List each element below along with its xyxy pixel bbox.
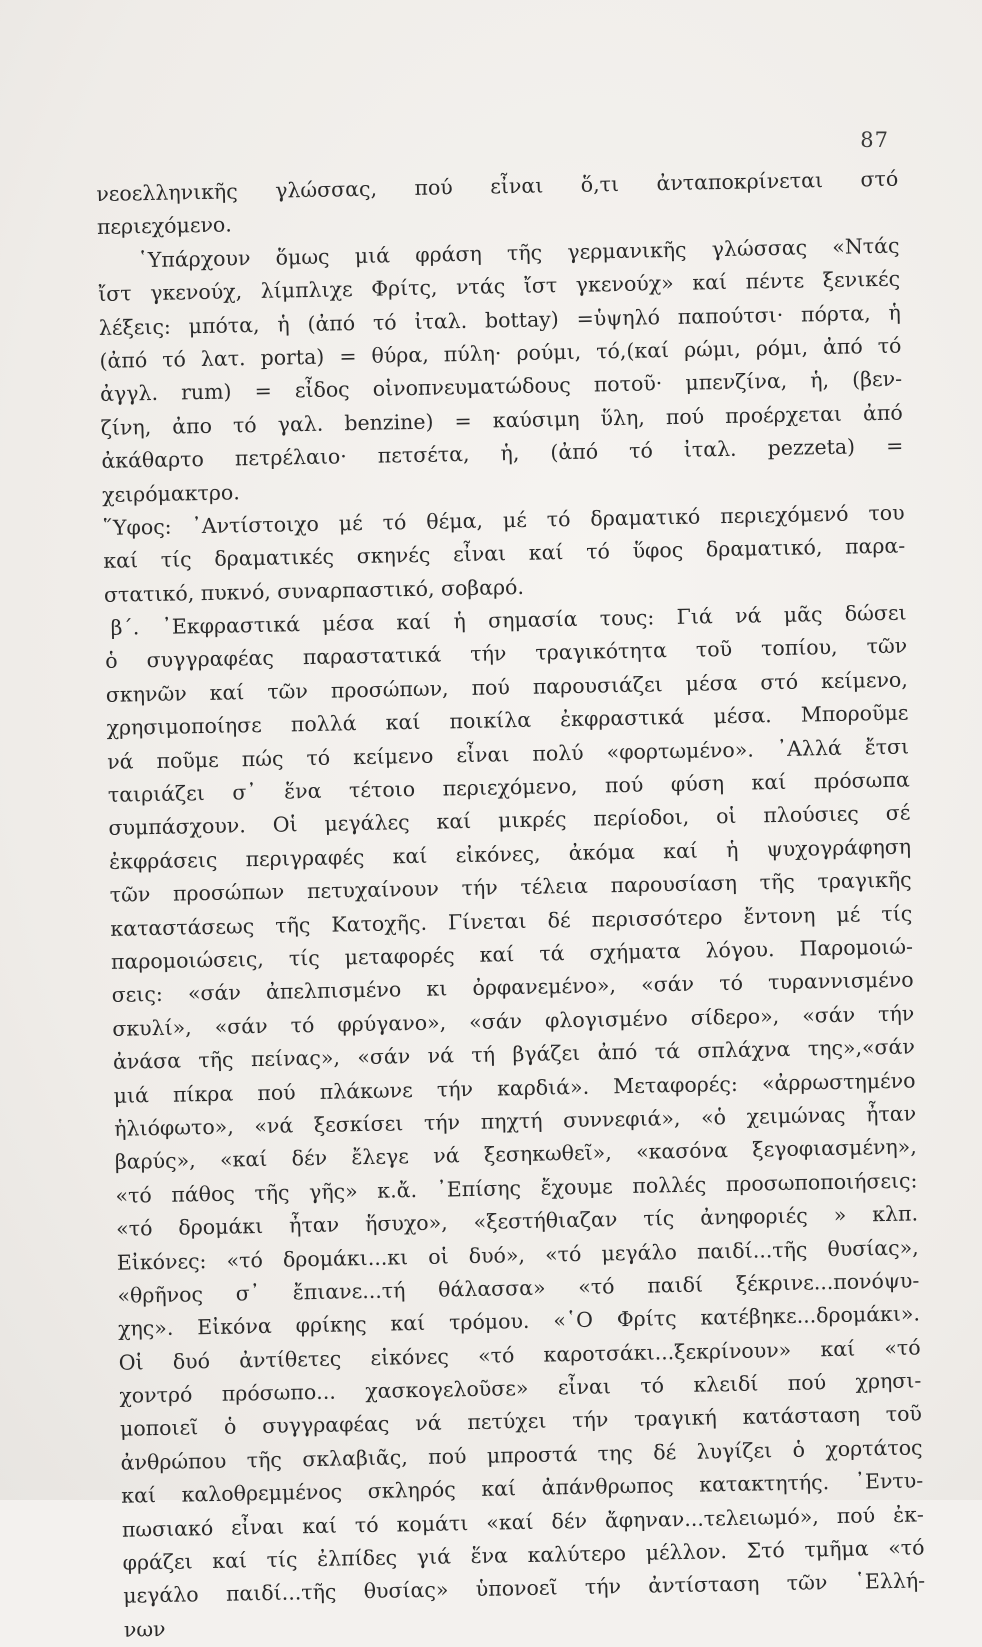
text-line: βαρύς», «καί δέν ἔλεγε νά ξεσηκωθεῖ», «κασόνα ξεγοφιασμένη», (114, 1134, 917, 1175)
text-line: ῞Υφος: ᾿Αντίστοιχο μέ τό θέμα, μέ τό δραματικό περιεχόμενό του (102, 500, 905, 540)
text-line: καί τίς δραματικές σκηνές εἶναι καί τό ὕφος δραματικό, παρα- (103, 533, 906, 574)
text-line: ἀκάθαρτο πετρέλαιο· πετσέτα, ἡ, (ἀπό τό ἰταλ. pezzeta) = (101, 433, 904, 474)
text-line: στατικό, πυκνό, συναρπαστικό, σοβαρό. (103, 574, 525, 607)
text-line: ταιριάζει σ᾿ ἕνα τέτοιο περιεχόμενο, πού φύση καί πρόσωπα (107, 767, 910, 807)
text-line: χοντρό πρόσωπο... χασκογελοῦσε» εἶναι τό κλειδί πού χρησι- (119, 1368, 922, 1408)
page-number: 87 (860, 128, 889, 152)
text-line: (ἀπό τό λατ. porta) = θύρα, πύλη· ρούμι, τό,(καί ρώμι, ρόμι, ἀπό τό (99, 333, 902, 373)
body-text (96, 163, 926, 1647)
text-line: νά ποῦμε πώς τό κείμενο εἶναι πολύ «φορτωμένο». ᾿Αλλά ἔτσι (106, 734, 910, 774)
text-line: ἴστ γκενούχ, λίμπλιχε Φρίτς, ντάς ἴστ γκενούχ» καί πέντε ξενικές (97, 266, 901, 307)
text-line: σκηνῶν καί τῶν προσώπων, πού παρουσιάζει μέσα στό κείμενο, (105, 667, 909, 707)
section-heading-line: β΄. ᾿Εκφραστικά μέσα καί ἡ σημασία τους: Γιά νά μᾶς δώσει (110, 600, 907, 640)
text-line: νων (123, 1616, 166, 1642)
text-line: τῶν προσώπων πετυχαίνουν τήν τέλεια παρουσίαση τῆς τραγικῆς (109, 867, 912, 908)
text-line: φράζει καί τίς ἐλπίδες γιά ἕνα καλύτερο μέλλον. Στό τμῆμα «τό (122, 1535, 925, 1575)
text-line: «τό δρομάκι ἦταν ἥσυχο», «ξεστήθιαζαν τίς ἀνηφοριές » κλπ. (115, 1201, 919, 1241)
text-line: καί καλοθρεμμένος σκληρός καί ἀπάνθρωπος κατακτητής. ᾿Εντυ- (121, 1468, 924, 1508)
text-line: ἀνθρώπου τῆς σκλαβιᾶς, πού μπροστά της δέ λυγίζει ὁ χορτάτος (120, 1435, 923, 1475)
text-line: ἀγγλ. rum) = εἶδος οἰνοπνευματώδους ποτοῦ· μπενζίνα, ἡ, (βεν- (99, 366, 903, 407)
text-line: μιά πίκρα πού πλάκωνε τήν καρδιά». Μεταφορές: «ἀρρωστημένο (113, 1067, 916, 1108)
text-line: νεοελληνικῆς γλώσσας, πού εἶναι ὅ,τι ἀνταποκρίνεται στό (96, 166, 899, 206)
text-line: Οἱ δυό ἀντίθετες εἰκόνες «τό καροτσάκι...ξεκρίνουν» καί «τό (118, 1335, 921, 1375)
text-line: ὁ συγγραφέας παραστατικά τήν τραγικότητα τοῦ τοπίου, τῶν (105, 633, 908, 674)
text-line: συμπάσχουν. Οἱ μεγάλες καί μικρές περίοδοι, οἱ πλούσιες σέ (108, 800, 911, 841)
text-line: καταστάσεως τῆς Κατοχῆς. Γίνεται δέ περισσότερο ἔντονη μέ τίς (110, 901, 913, 941)
text-line: «τό πάθος τῆς γῆς» κ.ἄ. ᾿Επίσης ἔχουμε πολλές προσωποποιήσεις: (115, 1168, 918, 1208)
text-line: σκυλί», «σάν τό φρύγανο», «σάν φλογισμένο σίδερο», «σάν τήν (112, 1001, 915, 1041)
text-line: χης». Εἰκόνα φρίκης καί τρόμου. «῾Ο Φρίτς κατέβηκε...δρομάκι». (117, 1301, 921, 1342)
text-line: Εἰκόνες: «τό δρομάκι...κι οἱ δυό», «τό μεγάλο παιδί...τῆς θυσίας», (116, 1234, 919, 1275)
text-line: ἀνάσα τῆς πείνας», «σάν νά τή βγάζει ἀπό τά σπλάχνα της»,«σάν (112, 1034, 916, 1074)
text-line: «θρῆνος σ᾿ ἔπιανε...τή θάλασσα» «τό παιδί ξέκρινε...πονόψυ- (117, 1268, 920, 1308)
text-line: ἐκφράσεις περιγραφές καί εἰκόνες, ἀκόμα καί ἡ ψυχογράφηση (108, 834, 912, 874)
text-line: ἡλιόφωτο», «νά ξεσκίσει τήν πηχτή συννεφιά», «ὁ χειμώνας ἦταν (114, 1101, 917, 1141)
text-line: χειρόμακτρο. (101, 479, 241, 507)
text-line: περιεχόμενο. (96, 212, 232, 240)
text-line: χρησιμοποίησε πολλά καί ποικίλα ἐκφραστικά μέσα. Μποροῦμε (106, 700, 909, 741)
text-line: μοποιεῖ ὁ συγγραφέας νά πετύχει τήν τραγική κατάσταση τοῦ (119, 1401, 923, 1442)
text-line: λέξεις: μπότα, ἡ (ἀπό τό ἰταλ. bottay) =ὑψηλό παπούτσι· πόρτα, ἡ (98, 300, 901, 340)
text-line: σεις: «σάν ἀπελπισμένο κι ὀρφανεμένο», «σάν τό τυραννισμένο (111, 967, 914, 1008)
text-line: ῾Υπάρχουν ὅμως μιά φράση τῆς γερμανικῆς γλώσσας «Ντάς (137, 233, 900, 272)
text-line: μεγάλο παιδί...τῆς θυσίας» ὑπονοεῖ τήν ἀντίσταση τῶν ῾Ελλή- (122, 1568, 926, 1609)
text-line: πωσιακό εἶναι καί τό κομάτι «καί δέν ἄφηναν...τελειωμό», πού ἐκ- (121, 1501, 925, 1542)
text-line: ζίνη, ἀπο τό γαλ. benzine) = καύσιμη ὕλη, πού προέρχεται ἀπό (100, 400, 903, 440)
text-line: παρομοιώσεις, τίς μεταφορές καί τά σχήματα λόγου. Παρομοιώ- (110, 934, 914, 974)
